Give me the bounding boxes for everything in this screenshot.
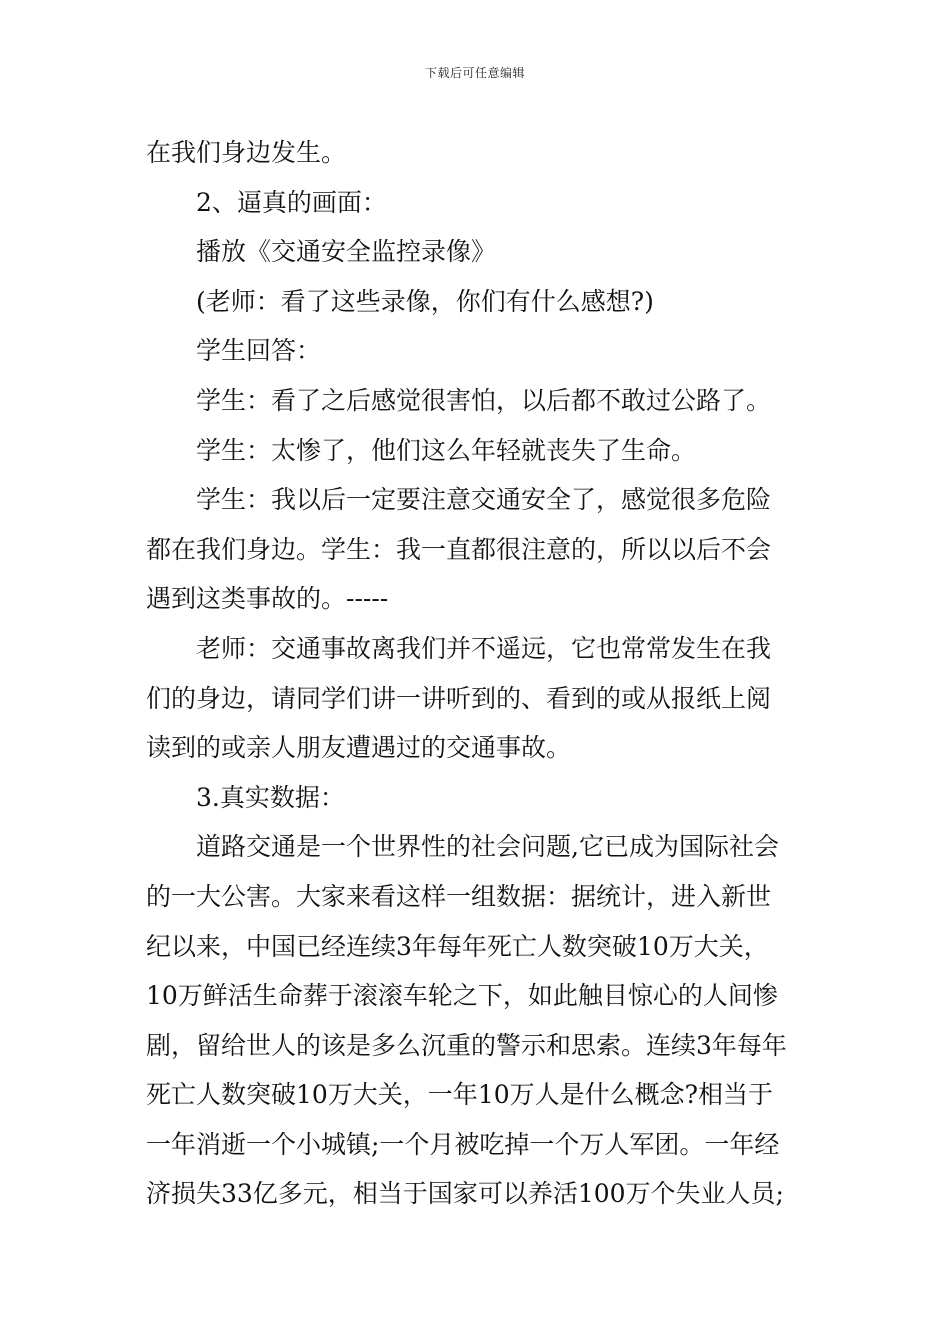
paragraph-line: 老师：交通事故离我们并不遥远，它也常常发生在我 — [196, 633, 772, 663]
paragraph-line: 学生回答： — [196, 336, 322, 366]
paragraph-line: 都在我们身边。学生：我一直都很注意的，所以以后不会 — [146, 534, 772, 564]
paragraph-line: (老师：看了这些录像，你们有什么感想?) — [196, 286, 654, 316]
paragraph-line: 济损失33亿多元，相当于国家可以养活100万个失业人员; — [146, 1179, 784, 1209]
paragraph-line: 学生：我以后一定要注意交通安全了，感觉很多危险 — [196, 485, 772, 515]
paragraph-line: 读到的或亲人朋友遭遇过的交通事故。 — [146, 733, 572, 763]
paragraph-line: 10万鲜活生命葬于滚滚车轮之下，如此触目惊心的人间惨 — [146, 981, 778, 1011]
paragraph-line: 学生：太惨了，他们这么年轻就丧失了生命。 — [196, 435, 697, 465]
paragraph-line: 道路交通是一个世界性的社会问题,它已成为国际社会 — [196, 832, 779, 862]
paragraph-line: 剧，留给世人的该是多么沉重的警示和思索。连续3年每年 — [146, 1030, 787, 1060]
paragraph-line: 一年消逝一个小城镇;一个月被吃掉一个万人军团。一年经 — [146, 1129, 780, 1159]
paragraph-line: 遇到这类事故的。----- — [146, 584, 389, 614]
section-heading: 3.真实数据： — [196, 782, 345, 812]
paragraph-line: 死亡人数突破10万大关，一年10万人是什么概念?相当于 — [146, 1080, 774, 1110]
paragraph-line: 纪以来，中国已经连续3年每年死亡人数突破10万大关， — [146, 931, 769, 961]
body-text — [146, 128, 810, 1219]
paragraph-line: 学生：看了之后感觉很害怕，以后都不敢过公路了。 — [196, 385, 772, 415]
paragraph-line: 的一大公害。大家来看这样一组数据：据统计，进入新世 — [146, 881, 772, 911]
paragraph-line: 们的身边，请同学们讲一讲听到的、看到的或从报纸上阅 — [146, 683, 772, 713]
page-header: 下载后可任意编辑 — [424, 66, 525, 80]
paragraph-line: 播放《交通安全监控录像》 — [196, 237, 497, 267]
section-heading: 2、逼真的画面： — [196, 187, 387, 217]
paragraph-line: 在我们身边发生。 — [146, 138, 347, 167]
